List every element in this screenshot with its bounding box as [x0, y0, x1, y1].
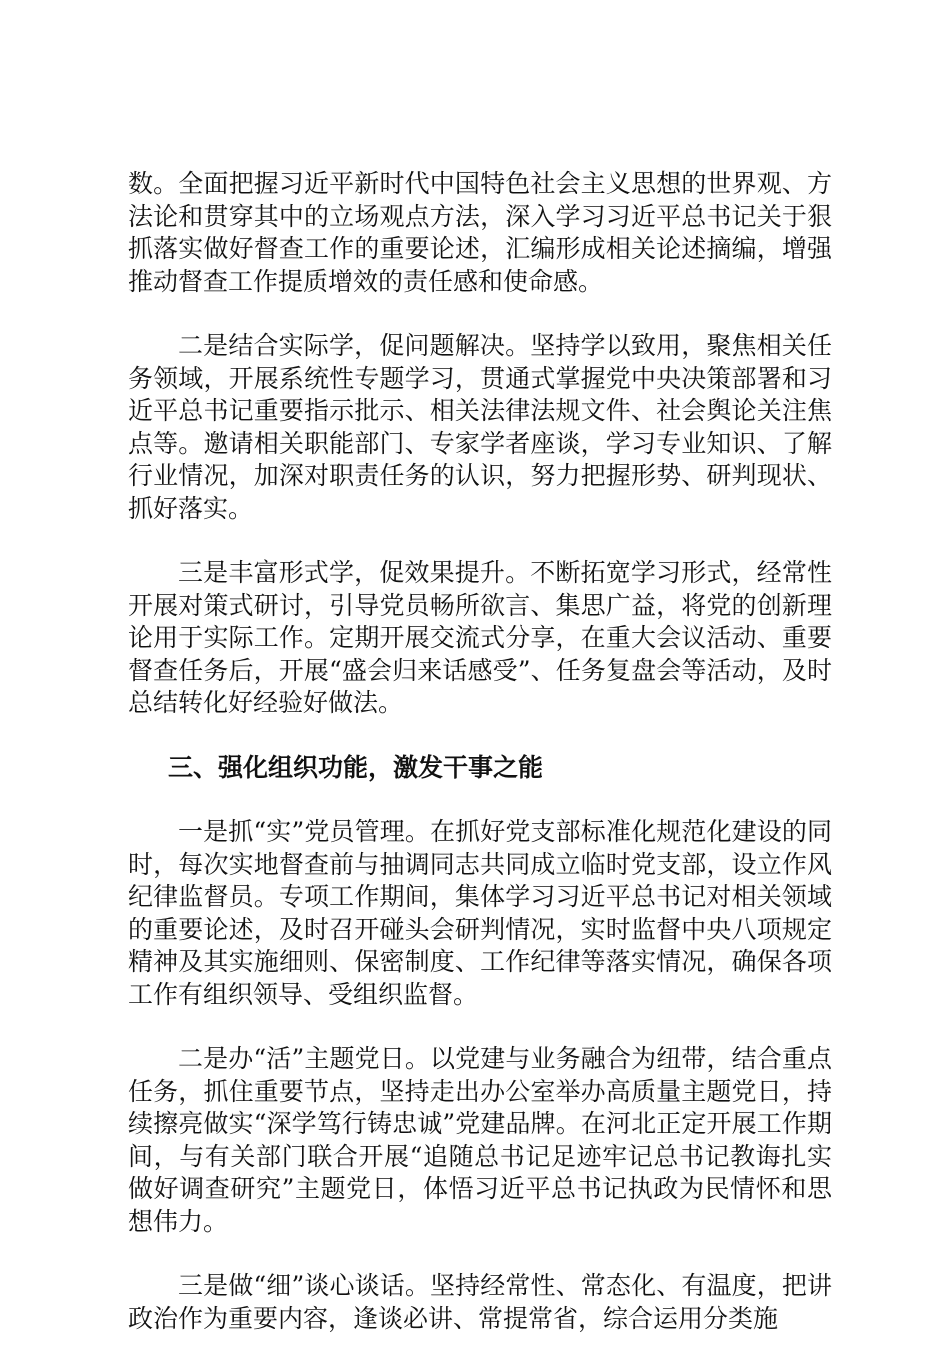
paragraph-continuation: 数。全面把握习近平新时代中国特色社会主义思想的世界观、方法论和贯穿其中的立场观点方法，深入学习习近平总书记关于狠抓落实做好督查工作的重要论述，汇编形成相关论述摘编，增强推动督查工作提质增效的责任感和使命感。: [128, 169, 832, 296]
paragraph-study-practice: 二是结合实际学，促问题解决。坚持学以致用，聚焦相关任务领域，开展系统性专题学习，贯通式掌握党中央决策部署和习近平总书记重要指示批示、相关法律法规文件、社会舆论关注焦点等。邀请相关职能部门、专家学者座谈，学习专业知识、了解行业情况，加深对职责任务的认识，努力把握形势、研判现状、抓好落实。: [128, 331, 832, 523]
paragraph-party-day: 二是办“活”主题党日。以党建与业务融合为纽带，结合重点任务，抓住重要节点，坚持走出办公室举办高质量主题党日，持续擦亮做实“深学笃行铸忠诚”党建品牌。在河北正定开展工作期间，与有关部门联合开展“追随总书记足迹牢记总书记教诲扎实做好调查研究”主题党日，体悟习近平总书记执政为民情怀和思想伟力。: [128, 1044, 832, 1236]
document-page: [128, 168, 832, 1367]
paragraph-heart-talks: 三是做“细”谈心谈话。坚持经常性、常态化、有温度，把讲政治作为重要内容，逢谈必讲、常提常省，综合运用分类施: [128, 1271, 832, 1333]
paragraph-study-forms: 三是丰富形式学，促效果提升。不断拓宽学习形式，经常性开展对策式研讨，引导党员畅所欲言、集思广益，将党的创新理论用于实际工作。定期开展交流式分享，在重大会议活动、重要督查任务后，开展“盛会归来话感受”、任务复盘会等活动，及时总结转化好经验好做法。: [128, 558, 832, 717]
paragraph-member-management: 一是抓“实”党员管理。在抓好党支部标准化规范化建设的同时，每次实地督查前与抽调同志共同成立临时党支部，设立作风纪律监督员。专项工作期间，集体学习习近平总书记对相关领域的重要论述，及时召开碰头会研判情况，实时监督中央八项规定精神及其实施细则、保密制度、工作纪律等落实情况，确保各项工作有组织领导、受组织监督。: [128, 817, 832, 1009]
section-heading: 三、强化组织功能，激发干事之能: [168, 752, 544, 782]
